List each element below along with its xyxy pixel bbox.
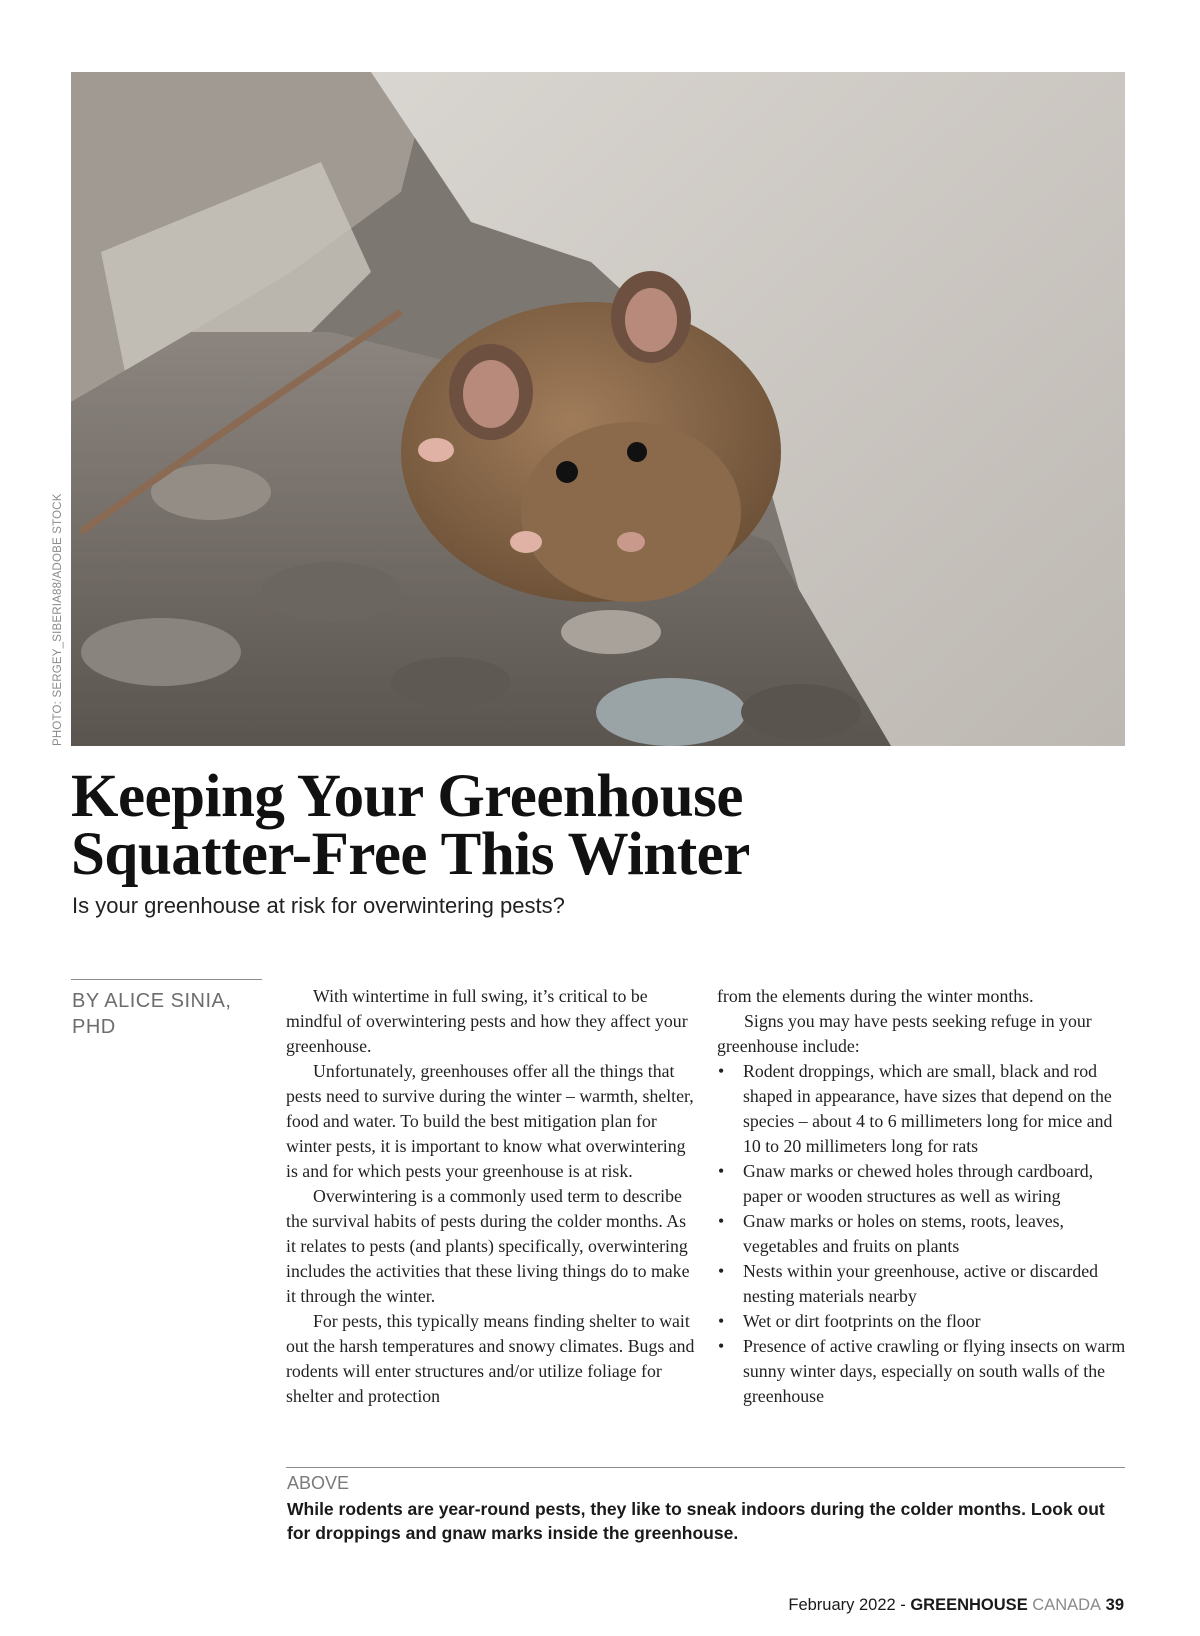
mouse-photo bbox=[71, 72, 1125, 746]
body-paragraph: For pests, this typically means finding shelter to wait out the harsh temperatures and snowy climates. Bugs and rodents will enter structures and/or utilize foliage for shelter and protection bbox=[286, 1311, 695, 1406]
footer-date: February 2022 - bbox=[788, 1596, 911, 1614]
body-column-1 bbox=[286, 984, 696, 1409]
list-item: • Gnaw marks or holes on stems, roots, leaves, vegetables and fruits on plants bbox=[717, 1209, 1127, 1259]
page-footer bbox=[788, 1596, 1124, 1615]
list-item: • Wet or dirt footprints on the floor bbox=[717, 1309, 1127, 1334]
caption-label: ABOVE bbox=[287, 1473, 350, 1493]
body-paragraph: Signs you may have pests seeking refuge in your greenhouse include: bbox=[717, 1011, 1092, 1056]
body-paragraph-continued: from the elements during the winter months. bbox=[717, 986, 1034, 1006]
body-column-2 bbox=[717, 984, 1127, 1409]
list-item: • Gnaw marks or chewed holes through cardboard, paper or wooden structures as well as wiring bbox=[717, 1159, 1127, 1209]
article-subtitle: Is your greenhouse at risk for overwintering pests? bbox=[72, 893, 565, 918]
mouse-photo-illustration bbox=[71, 72, 1125, 746]
byline-line-2: PHD bbox=[72, 1016, 116, 1038]
list-item: • Rodent droppings, which are small, black and rod shaped in appearance, have sizes that depend on the species – about 4 to 6 millimeters long for mice and 10 to 20 millimeters long for rats bbox=[717, 1059, 1127, 1159]
body-paragraph: With wintertime in full swing, it’s critical to be mindful of overwintering pests and how they affect your greenhouse. bbox=[286, 986, 688, 1056]
footer-magazine-light: CANADA bbox=[1027, 1596, 1102, 1614]
body-paragraph: Overwintering is a commonly used term to describe the survival habits of pests during the colder months. As it relates to pests (and plants) specifically, overwintering includes the activities that these living things do to make it through the winter. bbox=[286, 1186, 690, 1306]
article-title bbox=[71, 763, 750, 888]
article-title-line-1: Keeping Your Greenhouse bbox=[71, 763, 743, 830]
photo-credit: PHOTO: SERGEY_SIBERIA88/ADOBE STOCK bbox=[52, 493, 64, 746]
signs-list bbox=[717, 1059, 1127, 1409]
article-title-line-2: Squatter-Free This Winter bbox=[71, 821, 750, 888]
list-item: • Nests within your greenhouse, active or discarded nesting materials nearby bbox=[717, 1259, 1127, 1309]
page-number: 39 bbox=[1101, 1596, 1124, 1614]
byline-line-1: BY ALICE SINIA, bbox=[72, 990, 232, 1012]
list-item: • Presence of active crawling or flying insects on warm sunny winter days, especially on south walls of the greenhouse bbox=[717, 1334, 1127, 1409]
footer-magazine-bold: GREENHOUSE bbox=[910, 1596, 1028, 1614]
caption-text: While rodents are year-round pests, they like to sneak indoors during the colder months. Look out for droppings and gnaw marks inside the greenhouse. bbox=[287, 1499, 1105, 1543]
body-paragraph: Unfortunately, greenhouses offer all the things that pests need to survive during the winter – warmth, shelter, food and water. To build the best mitigation plan for winter pests, it is important to know what overwintering is and for which pests your greenhouse is at risk. bbox=[286, 1061, 694, 1181]
byline bbox=[72, 988, 262, 1040]
caption-divider bbox=[286, 1467, 1125, 1468]
byline-divider bbox=[71, 979, 262, 980]
